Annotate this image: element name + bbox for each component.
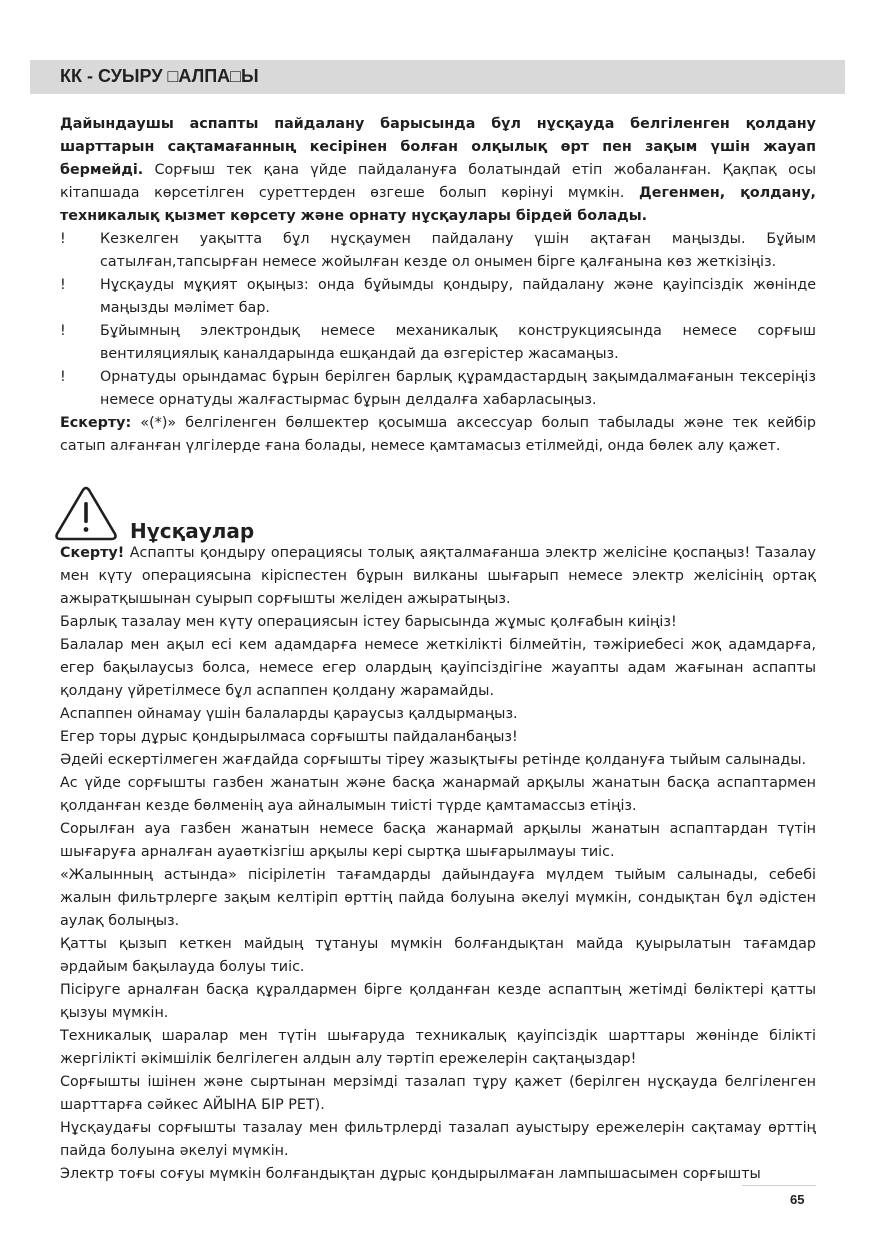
instruction-paragraph: Аспаппен ойнамау үшін балаларды қараусыз қалдырмаңыз. xyxy=(60,706,518,722)
caution-label: Скерту! xyxy=(60,545,125,561)
list-item: ! Нұсқауды мұқият оқыңыз: онда бұйымды қондыру, пайдалану және қауіпсіздік жөнінде маңызды мәлімет бар. xyxy=(60,274,816,320)
list-item: ! Бұйымның электрондық немесе механикалық конструкциясында немесе сорғыш вентиляциялық каналдарында ешқандай да өзгерістер жасамаңыз. xyxy=(60,320,816,366)
section-header-bar xyxy=(30,60,845,94)
warning-list xyxy=(60,228,816,412)
list-item: ! Кезкелген уақытта бұл нұсқаумен пайдалану үшін ақтаған маңызды. Бұйым сатылған,тапсырған немесе жойылған кезде ол онымен бірге қалғанына көз жеткізіңіз. xyxy=(60,228,816,274)
instruction-paragraph: Қатты қызып кеткен майдың тұтануы мүмкін болғандықтан майда қуырылатын тағамдар әрдайым бақылауда болуы тиіс. xyxy=(60,936,816,975)
instruction-paragraph: Барлық тазалау мен күту операциясын істеу барысында жұмыс қолғабын киіңіз! xyxy=(60,614,677,630)
instructions-heading: Нұсқаулар xyxy=(130,519,255,543)
exclamation-marker: ! xyxy=(60,369,66,385)
instruction-paragraph: Сорғышты ішінен және сыртынан мерзімді тазалап тұру қажет (берілген нұсқауда белгіленген шарттарға сәйкес АЙЫНА БІР РЕТ). xyxy=(60,1074,816,1113)
list-item: ! Орнатуды орындамас бұрын берілген барлық құрамдастардың зақымдалмағанын тексеріңіз немесе орнатуды жалғастырмас бұрын делдалға хабарласыңыз. xyxy=(60,366,816,412)
instruction-paragraph: Нұсқаудағы сорғышты тазалау мен фильтрлерді тазалап ауыстыру ережелерін сақтамау өрттің пайда болуына әкелуі мүмкін. xyxy=(60,1120,816,1159)
note-label: Ескерту: xyxy=(60,415,132,431)
exclamation-marker: ! xyxy=(60,277,66,293)
instruction-paragraph: Сорылған ауа газбен жанатын немесе басқа жанармай арқылы жанатын аспаптардан түтін шығаруға арналған ауаөткізгіш арқылы кері сыртқа шығарылмауы тиіс. xyxy=(60,821,816,860)
intro-bold-2: Дегенмен, қолдану, техникалық қызмет көрсету және орнату нұсқаулары бірдей болады. xyxy=(60,185,816,224)
intro-paragraph xyxy=(60,113,816,228)
exclamation-marker: ! xyxy=(60,231,66,247)
page-number: 65 xyxy=(790,1192,805,1207)
section-title: КК - СУЫРУ □АЛПА□Ы xyxy=(60,66,259,86)
instruction-paragraph: Егер торы дұрыс қондырылмаса сорғышты пайдаланбаңыз! xyxy=(60,729,518,745)
footer-divider xyxy=(742,1185,816,1186)
page-content xyxy=(60,113,816,1186)
note-text: «(*)» белгіленген бөлшектер қосымша аксессуар болып табылады және тек кейбір сатып алғанған үлгілерде ғана болады, немесе қамтамасыз етілмейді, онда бөлек алу қажет. xyxy=(60,415,816,454)
instruction-paragraph: Әдейі ескертілмеген жағдайда сорғышты тіреу жазықтығы ретінде қолдануға тыйым салынады. xyxy=(60,752,807,768)
instructions-body xyxy=(60,542,816,1186)
instruction-paragraph: «Жалынның астында» пісірілетін тағамдарды дайындауға мүлдем тыйым салынады, себебі жалын фильтрлерге зақым келтіріп өрттің пайда болуына әкелуі мүмкін, сондықтан бұл әдістен аулақ болыңыз. xyxy=(60,867,816,929)
instruction-paragraph: Пісіруге арналған басқа құралдармен бірге қолданған кезде аспаптың жетімді бөліктері қатты қызуы мүмкін. xyxy=(60,982,816,1021)
warning-triangle-icon xyxy=(54,486,118,542)
instruction-paragraph: Электр тоғы соғуы мүмкін болғандықтан дұрыс қондырылмаған лампышасымен сорғышты xyxy=(60,1166,761,1182)
instruction-paragraph: Ас үйде сорғышты газбен жанатын және басқа жанармай арқылы жанатын басқа аспаптармен қолданған кезде бөлменің ауа айналымын тиісті түрде қамтамассыз етіңіз. xyxy=(60,775,816,814)
exclamation-marker: ! xyxy=(60,323,66,339)
note-paragraph xyxy=(60,412,816,458)
intro-text-1: Сорғыш тек қана үйде пайдалануға болатындай етіп жобаланған. Қақпақ осы кітапшада көрсетілген суреттерден өзгеше болып көрінуі мүмкін. xyxy=(60,162,816,201)
instruction-paragraph: Техникалық шаралар мен түтін шығаруда техникалық қауіпсіздік шарттары жөнінде білікті жергілікті әкімшілік белгілеген алдын алу тәртіп ережелерін сақтаңыздар! xyxy=(60,1028,816,1067)
instruction-paragraph: Скерту! Аспапты қондыру операциясы толық аяқталмағанша электр желісіне қоспаңыз! Тазалау мен күту операциясына кіріспестен бұрын вилканы шығарып немесе электр желісінің ортақ ажыратқышынан суырып сорғышты желіден ажыратыңыз. xyxy=(60,545,816,607)
instructions-heading-row xyxy=(60,486,816,542)
intro-bold-1: Дайындаушы аспапты пайдалану барысында бұл нұсқауда белгіленген қолдану шарттарын сақтамағанның кесірінен болған олқылық өрт пен зақым үшін жауап бермейді. xyxy=(60,116,816,178)
instruction-paragraph: Балалар мен ақыл есі кем адамдарға немесе жеткілікті білмейтін, тәжіриебесі жоқ адамдарға, егер бақылаусыз болса, немесе егер олардың қауіпсіздігіне жауапты адам жағынан аспапты қолдану үйретілмесе бұл аспаппен қолдану жарамайды. xyxy=(60,637,816,699)
